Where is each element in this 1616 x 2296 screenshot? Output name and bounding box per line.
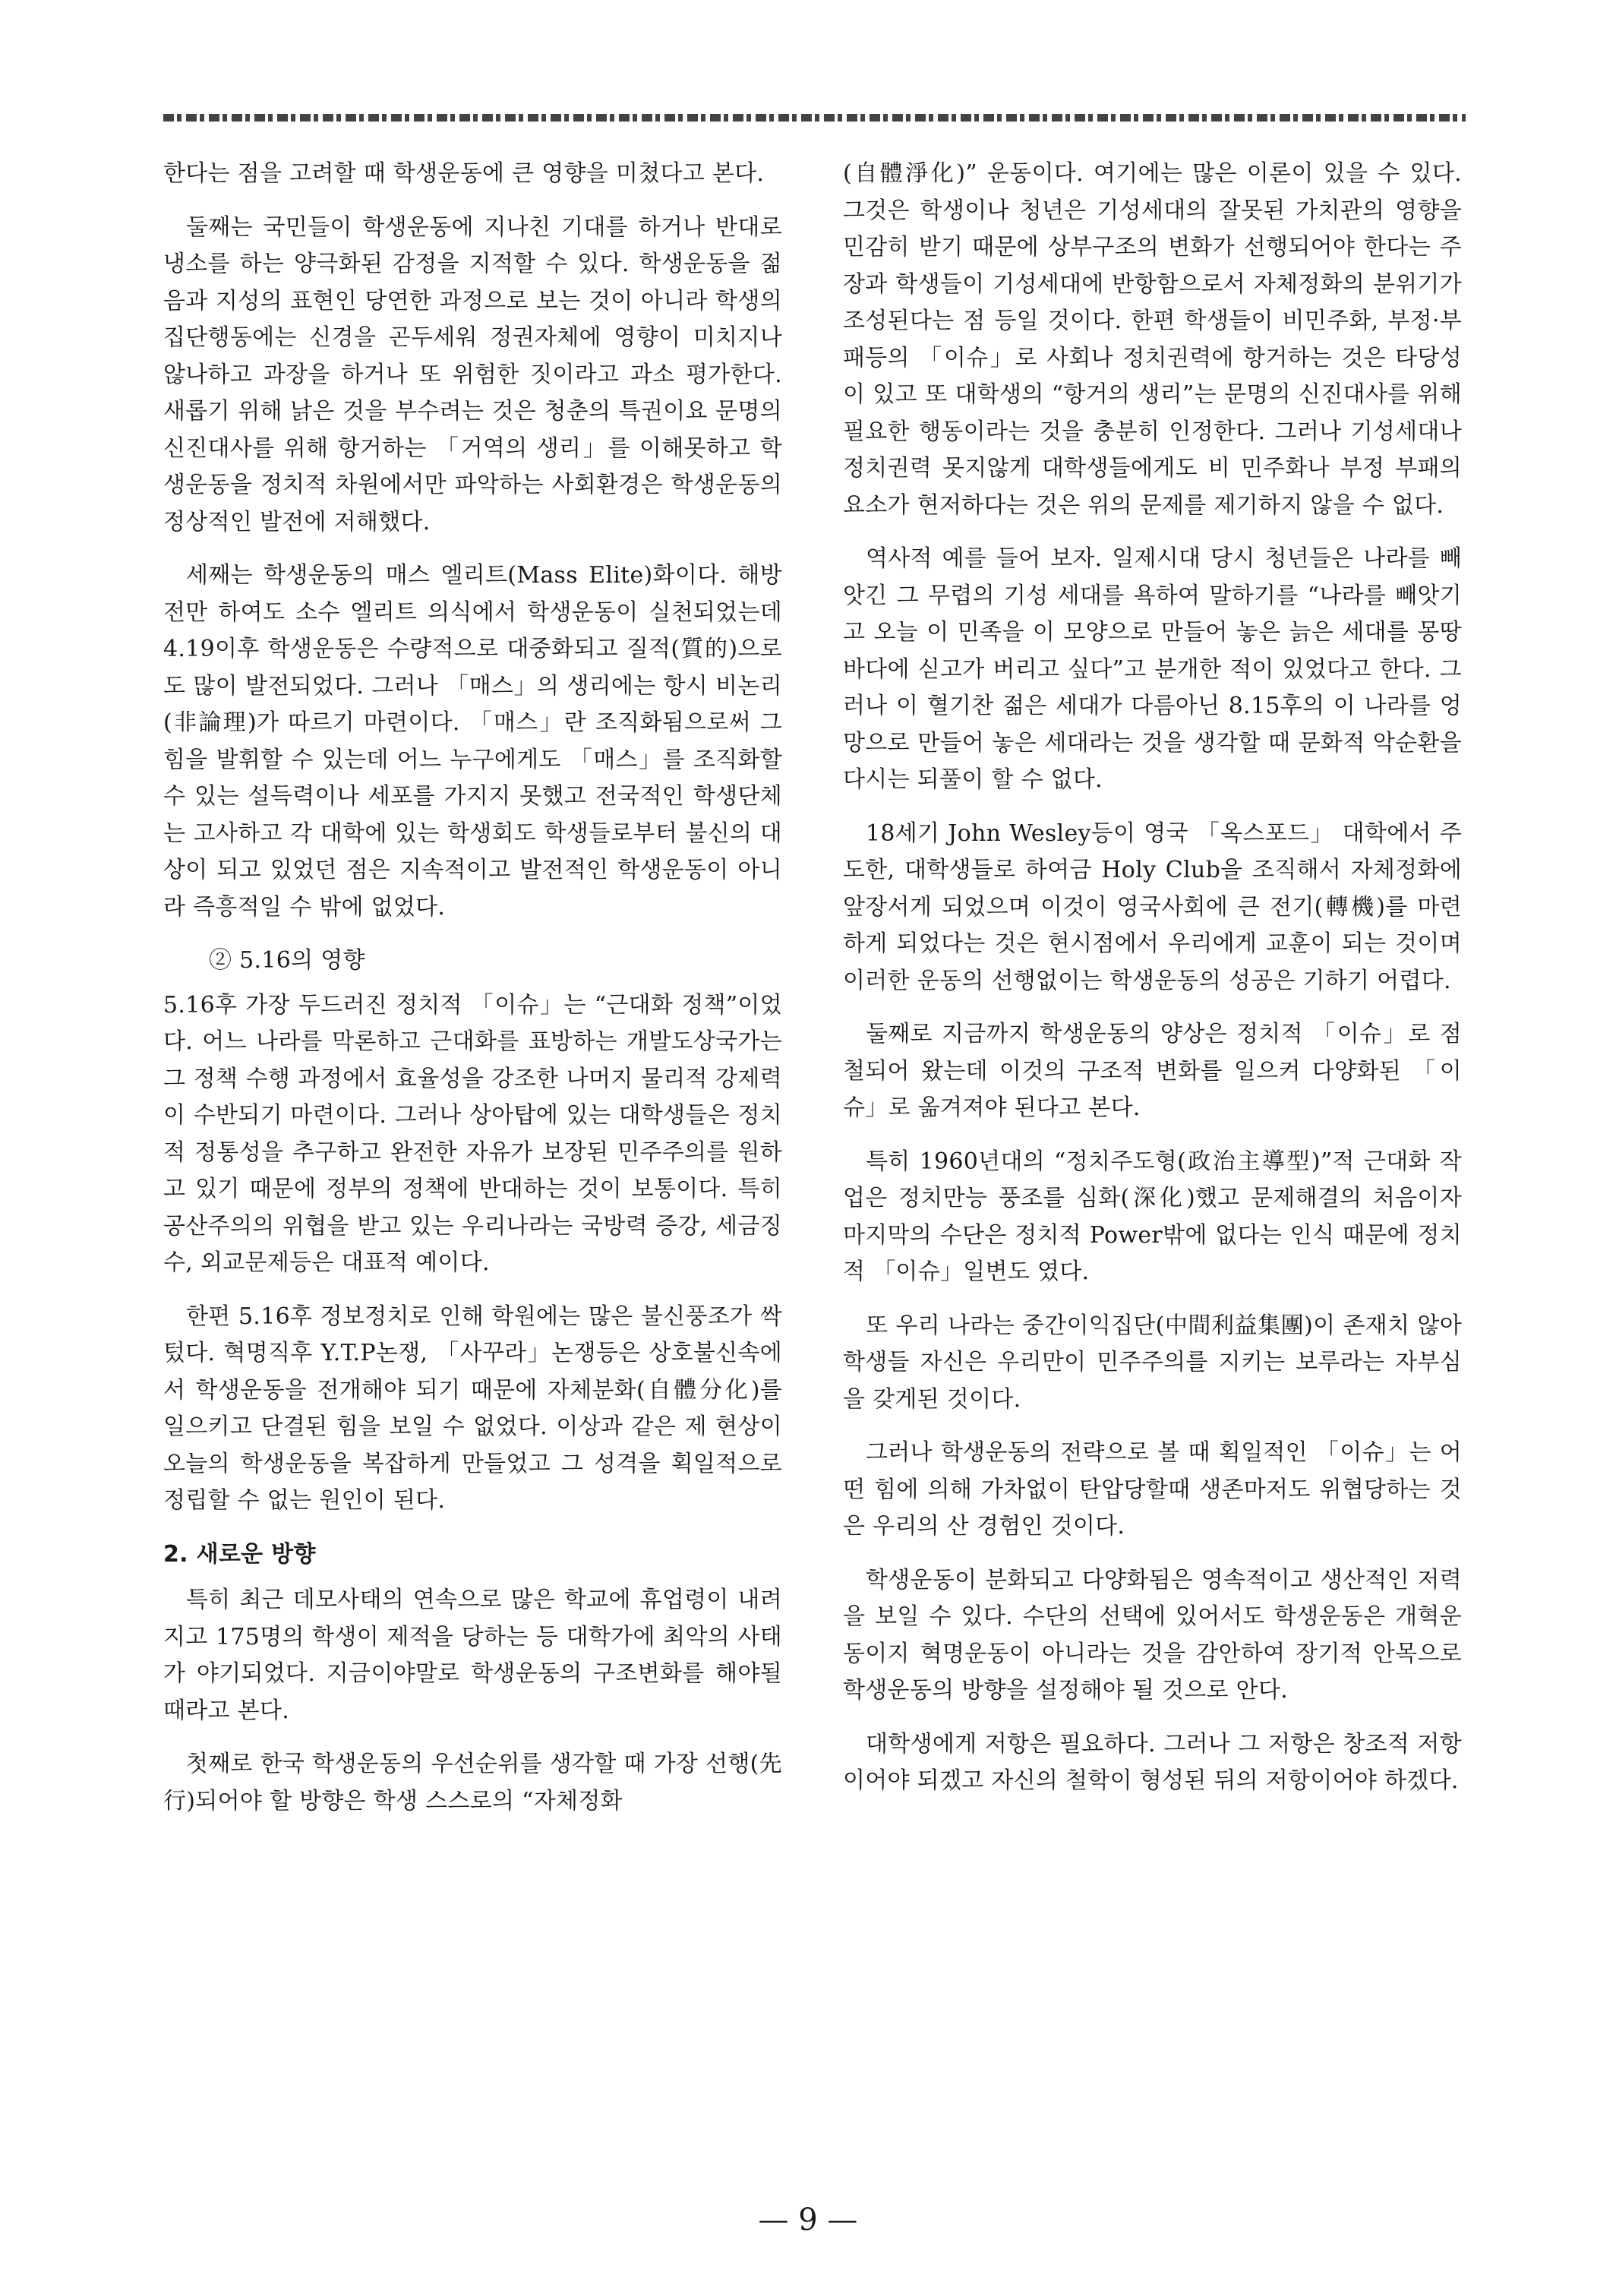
top-dashed-rule (163, 114, 1466, 122)
paragraph: 18세기 John Wesley등이 영국 「옥스포드」 대학에서 주도한, 대학생들로 하여금 Holy Club을 조직해서 자체정화에 앞장서게 되었으며 이것이 영국사회에 큰 전기(轉機)를 마련하게 되었다는 것은 현시점에서 우리에게 교훈이 되는 것이며 이러한 운동의 선행없이는 학생운동의 성공은 기하기 어렵다. (843, 820, 1462, 994)
paragraph: 한편 5.16후 정보정치로 인해 학원에는 많은 불신풍조가 싹텄다. 혁명직후 Y.T.P논쟁, 「사꾸라」논쟁등은 상호불신속에서 학생운동을 전개해야 되기 때문에 자체분화(自體分化)를 일으키고 단결된 힘을 보일 수 없었다. 이상과 같은 제 현상이 오늘의 학생운동을 복잡하게 만들었고 그 성격을 획일적으로 정립할 수 없는 원인이 된다. (163, 1303, 782, 1514)
paragraph: 역사적 예를 들어 보자. 일제시대 당시 청년들은 나라를 빼앗긴 그 무렵의 기성 세대를 욕하여 말하기를 “나라를 빼앗기고 오늘 이 민족을 이 모양으로 만들어 놓은 늙은 세대를 몽땅 바다에 싣고가 버리고 싶다”고 분개한 적이 있었다고 한다. 그러나 이 혈기찬 젊은 세대가 다름아닌 8.15후의 이 나라를 엉망으로 만들어 놓은 세대라는 것을 생각할 때 문화적 악순환을 다시는 되풀이 할 수 없다. (843, 545, 1462, 793)
paragraph: 5.16후 가장 두드러진 정치적 「이슈」는 “근대화 정책”이었다. 어느 나라를 막론하고 근대화를 표방하는 개발도상국가는 그 정책 수행 과정에서 효율성을 강조한 나머지 물리적 강제력이 수반되기 마련이다. 그러나 상아탑에 있는 대학생들은 정치적 정통성을 추구하고 완전한 자유가 보장된 민주주의를 원하고 있기 때문에 정부의 정책에 반대하는 것이 보통이다. 특히 공산주의의 위협을 받고 있는 우리나라는 국방력 증강, 세금징수, 외교문제등은 대표적 예이다. (163, 991, 782, 1276)
left-column (163, 156, 782, 1836)
paragraph: 또 우리 나라는 중간이익집단(中間利益集團)이 존재치 않아 학생들 자신은 우리만이 민주주의를 지키는 보루라는 자부심을 갖게된 것이다. (843, 1312, 1462, 1413)
subsection-heading: ② 5.16의 영향 (209, 947, 365, 974)
paragraph: 학생운동이 분화되고 다양화됨은 영속적이고 생산적인 저력을 보일 수 있다. 수단의 선택에 있어서도 학생운동은 개혁운동이지 혁명운동이 아니라는 것을 감안하여 장기적 안목으로 학생운동의 방향을 설정해야 될 것으로 안다. (843, 1566, 1462, 1704)
paragraph: 둘째는 국민들이 학생운동에 지나친 기대를 하거나 반대로 냉소를 하는 양극화된 감정을 지적할 수 있다. 학생운동을 젊음과 지성의 표현인 당연한 과정으로 보는 것이 아니라 학생의 집단행동에는 신경을 곤두세워 정권자체에 영향이 미치지나 않나하고 과장을 하거나 또 위험한 짓이라고 과소 평가한다. 새롭기 위해 낡은 것을 부수려는 것은 청춘의 특권이요 문명의 신진대사를 위해 항거하는 「거역의 생리」를 이해못하고 학생운동을 정치적 차원에서만 파악하는 사회환경은 학생운동의 정상적인 발전에 저해했다. (163, 213, 782, 535)
paragraph: 특히 1960년대의 “정치주도형(政治主導型)”적 근대화 작업은 정치만능 풍조를 심화(深化)했고 문제해결의 처음이자 마지막의 수단은 정치적 Power밖에 없다는 인식 때문에 정치적 「이슈」일변도 였다. (843, 1148, 1462, 1285)
paragraph: 세째는 학생운동의 매스 엘리트(Mass Elite)화이다. 해방전만 하여도 소수 엘리트 의식에서 학생운동이 실천되었는데 4.19이후 학생운동은 수량적으로 대중화되고 질적(質的)으로도 많이 발전되었다. 그러나 「매스」의 생리에는 항시 비논리(非論理)가 따르기 마련이다. 「매스」란 조직화됨으로써 그 힘을 발휘할 수 있는데 어느 누구에게도 「매스」를 조직화할 수 있는 설득력이나 세포를 가지지 못했고 전국적인 학생단체는 고사하고 각 대학에 있는 학생회도 학생들로부터 불신의 대상이 되고 있었던 점은 지속적이고 발전적인 학생운동이 아니라 즉흥적일 수 밖에 없었다. (163, 562, 782, 921)
paragraph: 그러나 학생운동의 전략으로 볼 때 획일적인 「이슈」는 어떤 힘에 의해 가차없이 탄압당할때 생존마저도 위협당하는 것은 우리의 산 경험인 것이다. (843, 1439, 1462, 1540)
right-column (843, 156, 1462, 1817)
paragraph: 특히 최근 데모사태의 연속으로 많은 학교에 휴업령이 내려지고 175명의 학생이 제적을 당하는 등 대학가에 최악의 사태가 야기되었다. 지금이야말로 학생운동의 구조변화를 해야될 때라고 본다. (163, 1587, 782, 1724)
section-heading: 2. 새로운 방향 (163, 1540, 316, 1568)
paragraph: 한다는 점을 고려할 때 학생운동에 큰 영향을 미쳤다고 본다. (163, 160, 765, 187)
paragraph: 대학생에게 저항은 필요하다. 그러나 그 저항은 창조적 저항이어야 되겠고 자신의 철학이 형성된 뒤의 저항이어야 하겠다. (843, 1730, 1462, 1794)
paragraph: (自體淨化)” 운동이다. 여기에는 많은 이론이 있을 수 있다. 그것은 학생이나 청년은 기성세대의 잘못된 가치관의 영향을 민감히 받기 때문에 상부구조의 변화가 선행되어야 한다는 주장과 학생들이 기성세대에 반항함으로서 자체정화의 분위기가 조성된다는 점 등일 것이다. 한편 학생들이 비민주화, 부정·부패등의 「이슈」로 사회나 정치권력에 항거하는 것은 타당성이 있고 또 대학생의 “항거의 생리”는 문명의 신진대사를 위해 필요한 행동이라는 것을 충분히 인정한다. 그러나 기성세대나 정치권력 못지않게 대학생들에게도 비 민주화나 부정 부패의 요소가 현저하다는 것은 위의 문제를 제기하지 않을 수 없다. (843, 160, 1462, 519)
paragraph: 둘째로 지금까지 학생운동의 양상은 정치적 「이슈」로 점철되어 왔는데 이것의 구조적 변화를 일으켜 다양화된 「이슈」로 옮겨져야 된다고 본다. (843, 1021, 1462, 1121)
page-number: — 9 — (758, 2203, 858, 2238)
paragraph: 첫째로 한국 학생운동의 우선순위를 생각할 때 가장 선행(先行)되어야 할 방향은 학생 스스로의 “자체정화 (163, 1751, 782, 1814)
